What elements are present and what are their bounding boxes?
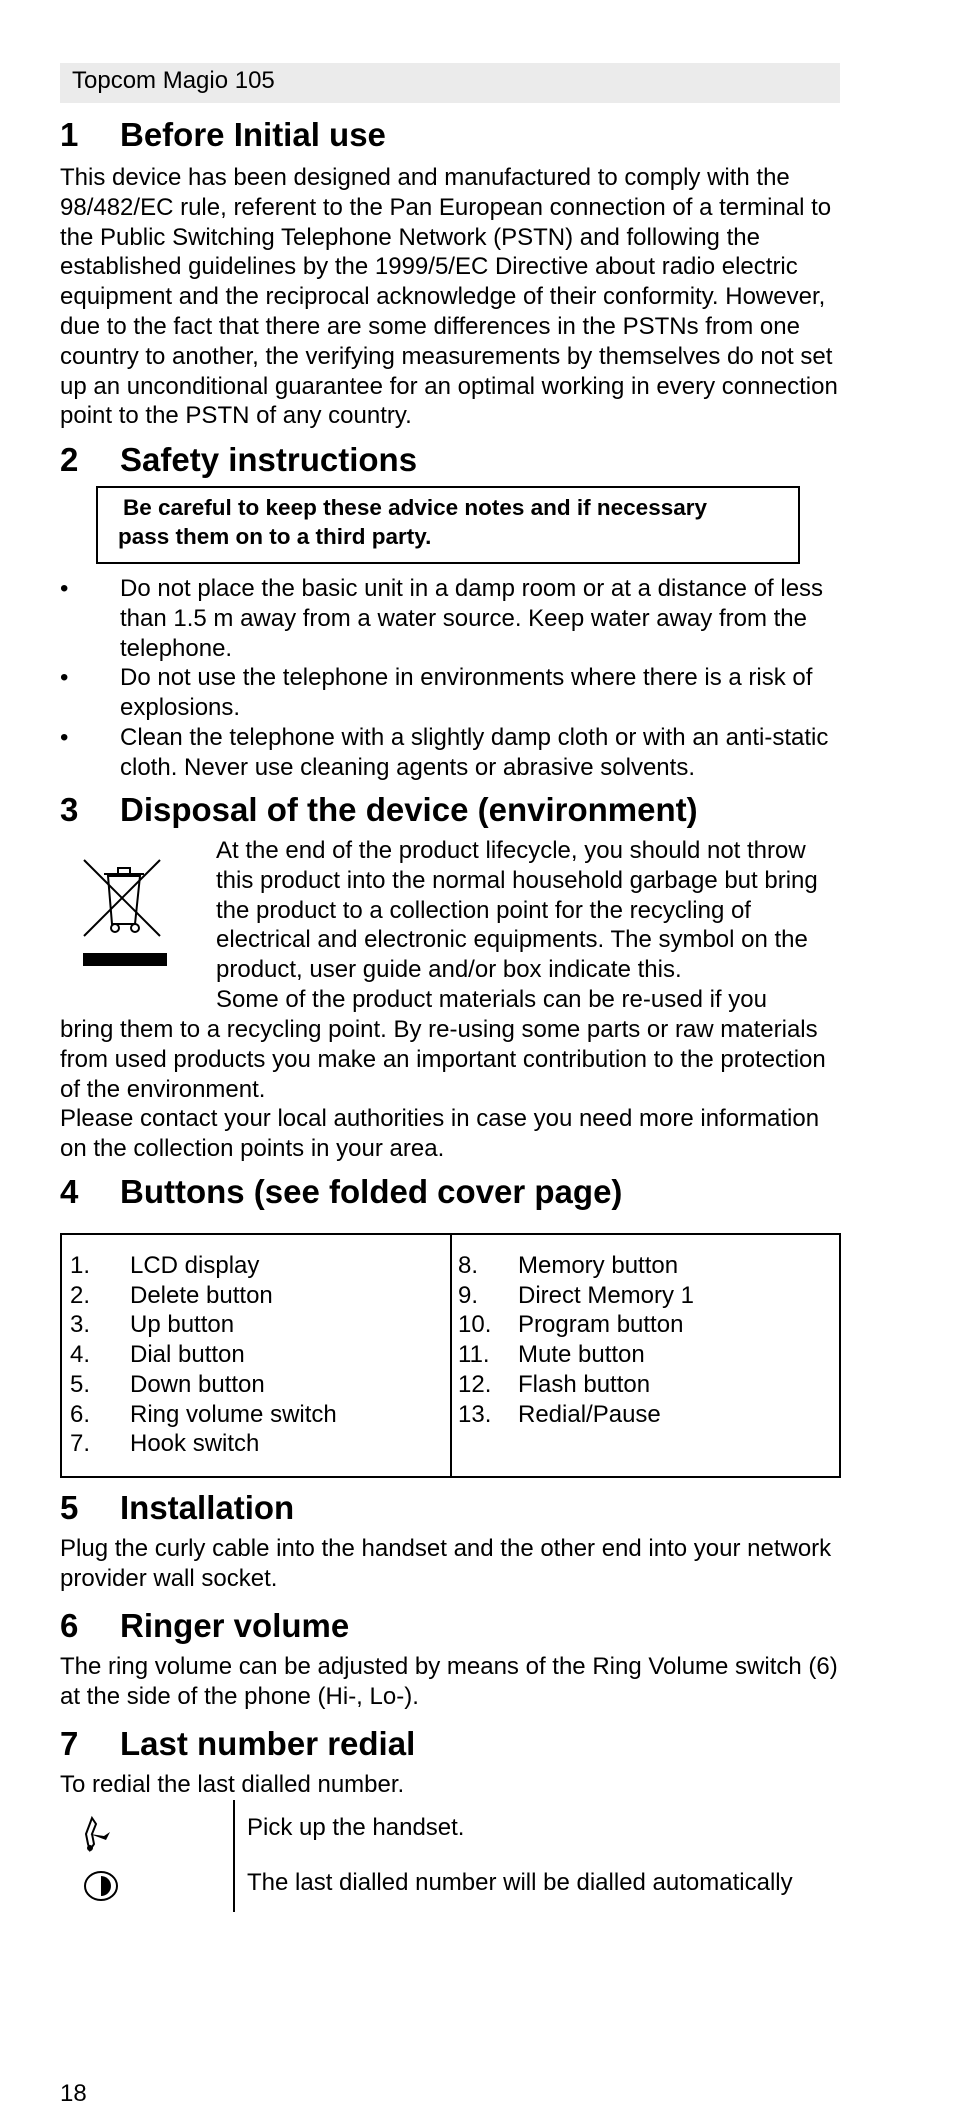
buttons-column-right (458, 1251, 694, 1429)
section-title: Installation (120, 1489, 295, 1526)
section-5-heading (60, 1491, 294, 1524)
section-2-heading (60, 443, 417, 476)
item-number: 3. (70, 1311, 91, 1339)
item-number: 11. (458, 1341, 490, 1369)
section-title: Disposal of the device (environment) (120, 791, 698, 828)
page-number: 18 (60, 2080, 87, 2107)
step-text: Pick up the handset. (247, 1814, 465, 1841)
section-number: 6 (60, 1607, 79, 1644)
table-divider (450, 1235, 452, 1476)
section-3-heading (60, 793, 698, 826)
item-label: Ring volume switch (130, 1400, 337, 1428)
item-label: Redial/Pause (518, 1400, 661, 1428)
list-item (60, 574, 860, 663)
notice-line: pass them on to a third party. (118, 524, 432, 549)
buttons-table (60, 1233, 841, 1478)
section-number: 1 (60, 116, 79, 153)
item-label: Down button (130, 1370, 265, 1398)
step-text: The last dialled number will be dialled automatically (247, 1869, 793, 1896)
paragraph: At the end of the product lifecycle, you should not throw this product into the normal household garbage but bring the product to a collection point for the recycling of electrical and electronic equipments. The symbol on the product, user guide and/or box indicate this. (216, 837, 818, 984)
item-number: 13. (458, 1400, 492, 1428)
section-title: Before Initial use (120, 116, 386, 153)
safety-notice-box (96, 486, 800, 564)
table-row (70, 1400, 337, 1430)
list-item-text: Do not place the basic unit in a damp room or at a distance of less than 1.5 m away from a water source. Keep water away from the telephone. (120, 575, 824, 662)
item-number: 1. (70, 1252, 91, 1279)
steps-divider (233, 1800, 235, 1912)
page-header (60, 63, 840, 103)
section-1-heading (60, 118, 386, 151)
section-4-heading (60, 1175, 622, 1208)
item-number: 4. (70, 1341, 91, 1369)
item-number: 8. (458, 1252, 479, 1279)
item-label: Up button (130, 1311, 235, 1339)
item-label: Hook switch (130, 1430, 260, 1458)
paragraph: To redial the last dialled number. (60, 1771, 405, 1798)
paragraph: The ring volume can be adjusted by means of the Ring Volume switch (6) at the side of the phone (Hi-, Lo-). (60, 1653, 838, 1710)
bullet-marker: • (60, 664, 69, 692)
section-title: Buttons (see folded cover page) (120, 1173, 623, 1210)
item-label: Memory button (518, 1252, 679, 1279)
table-row (458, 1310, 694, 1340)
table-row (458, 1340, 694, 1370)
table-row (70, 1429, 337, 1459)
list-item-text: Do not use the telephone in environments where there is a risk of explosions. (120, 664, 813, 722)
section-title: Last number redial (120, 1725, 416, 1762)
paragraph: Please contact your local authorities in case you need more information on the collection points in your area. (60, 1105, 820, 1163)
item-label: Program button (518, 1311, 684, 1339)
section-7-heading (60, 1727, 415, 1760)
section-3-text-wrapped (216, 836, 844, 1015)
table-row (458, 1251, 694, 1281)
section-title: Safety instructions (120, 441, 418, 478)
section-6-text (60, 1652, 850, 1712)
item-label: Delete button (130, 1281, 273, 1309)
list-item-text: Clean the telephone with a slightly damp cloth or with an anti-static cloth. Never use cleaning agents or abrasive solvents. (120, 723, 829, 781)
table-row (458, 1281, 694, 1311)
item-number: 5. (70, 1370, 91, 1398)
redial-steps (60, 1800, 860, 1912)
table-row (70, 1251, 337, 1281)
section-number: 2 (60, 441, 79, 478)
section-number: 4 (60, 1173, 79, 1210)
notice-line: Be careful to keep these advice notes and if necessary (123, 495, 708, 520)
section-number: 3 (60, 791, 79, 828)
table-row (70, 1310, 337, 1340)
item-number: 6. (70, 1400, 91, 1428)
paragraph: bring them to a recycling point. By re-using some parts or raw materials from used products you make an important contribution to the protection of the environment. (60, 1016, 826, 1103)
buttons-column-left (70, 1251, 337, 1459)
item-label: Flash button (518, 1370, 651, 1398)
item-label: Dial button (130, 1341, 245, 1369)
item-number: 10. (458, 1311, 492, 1339)
bullet-marker: • (60, 723, 69, 751)
bullet-marker: • (60, 575, 69, 602)
section-6-heading (60, 1609, 349, 1642)
table-row (458, 1370, 694, 1400)
item-label: Direct Memory 1 (518, 1281, 695, 1309)
section-1-text (60, 163, 850, 431)
header-title: Topcom Magio 105 (72, 67, 275, 94)
section-5-text (60, 1534, 850, 1594)
item-label: Mute button (518, 1341, 645, 1369)
item-number: 12. (458, 1370, 492, 1398)
item-number: 2. (70, 1281, 91, 1309)
table-row (458, 1400, 694, 1430)
weee-crossed-bin-icon (80, 856, 170, 973)
list-item (60, 723, 860, 783)
list-item (60, 663, 860, 723)
redial-button-icon (82, 1868, 120, 1909)
item-number: 7. (70, 1430, 91, 1458)
table-row (70, 1340, 337, 1370)
table-row (70, 1370, 337, 1400)
item-label: LCD display (130, 1252, 260, 1279)
safety-bullet-list (60, 574, 860, 783)
section-3-text (60, 1015, 850, 1164)
paragraph: Some of the product materials can be re-used if you (216, 985, 767, 1013)
paragraph: Plug the curly cable into the handset and the other end into your network provider wall socket. (60, 1535, 832, 1592)
paragraph: This device has been designed and manufactured to comply with the 98/482/EC rule, referent to the Pan European connection of a terminal to the Public Switching Telephone Network (PSTN) and following the established guidelines by the 1999/5/EC Directive about radio electric equipment and the reciprocal acknowledge of their conformity. However, due to the fact that there are some differences in the PSTNs from one country to another, the verifying measurements by themselves do not set up an unconditional guarantee for an optimal working in every connection point to the PSTN of any country. (60, 164, 838, 430)
item-number: 9. (458, 1281, 479, 1309)
section-number: 5 (60, 1489, 79, 1526)
handset-icon (82, 1814, 118, 1859)
table-row (70, 1281, 337, 1311)
section-number: 7 (60, 1725, 79, 1762)
section-7-intro (60, 1770, 850, 1800)
section-title: Ringer volume (120, 1607, 350, 1644)
